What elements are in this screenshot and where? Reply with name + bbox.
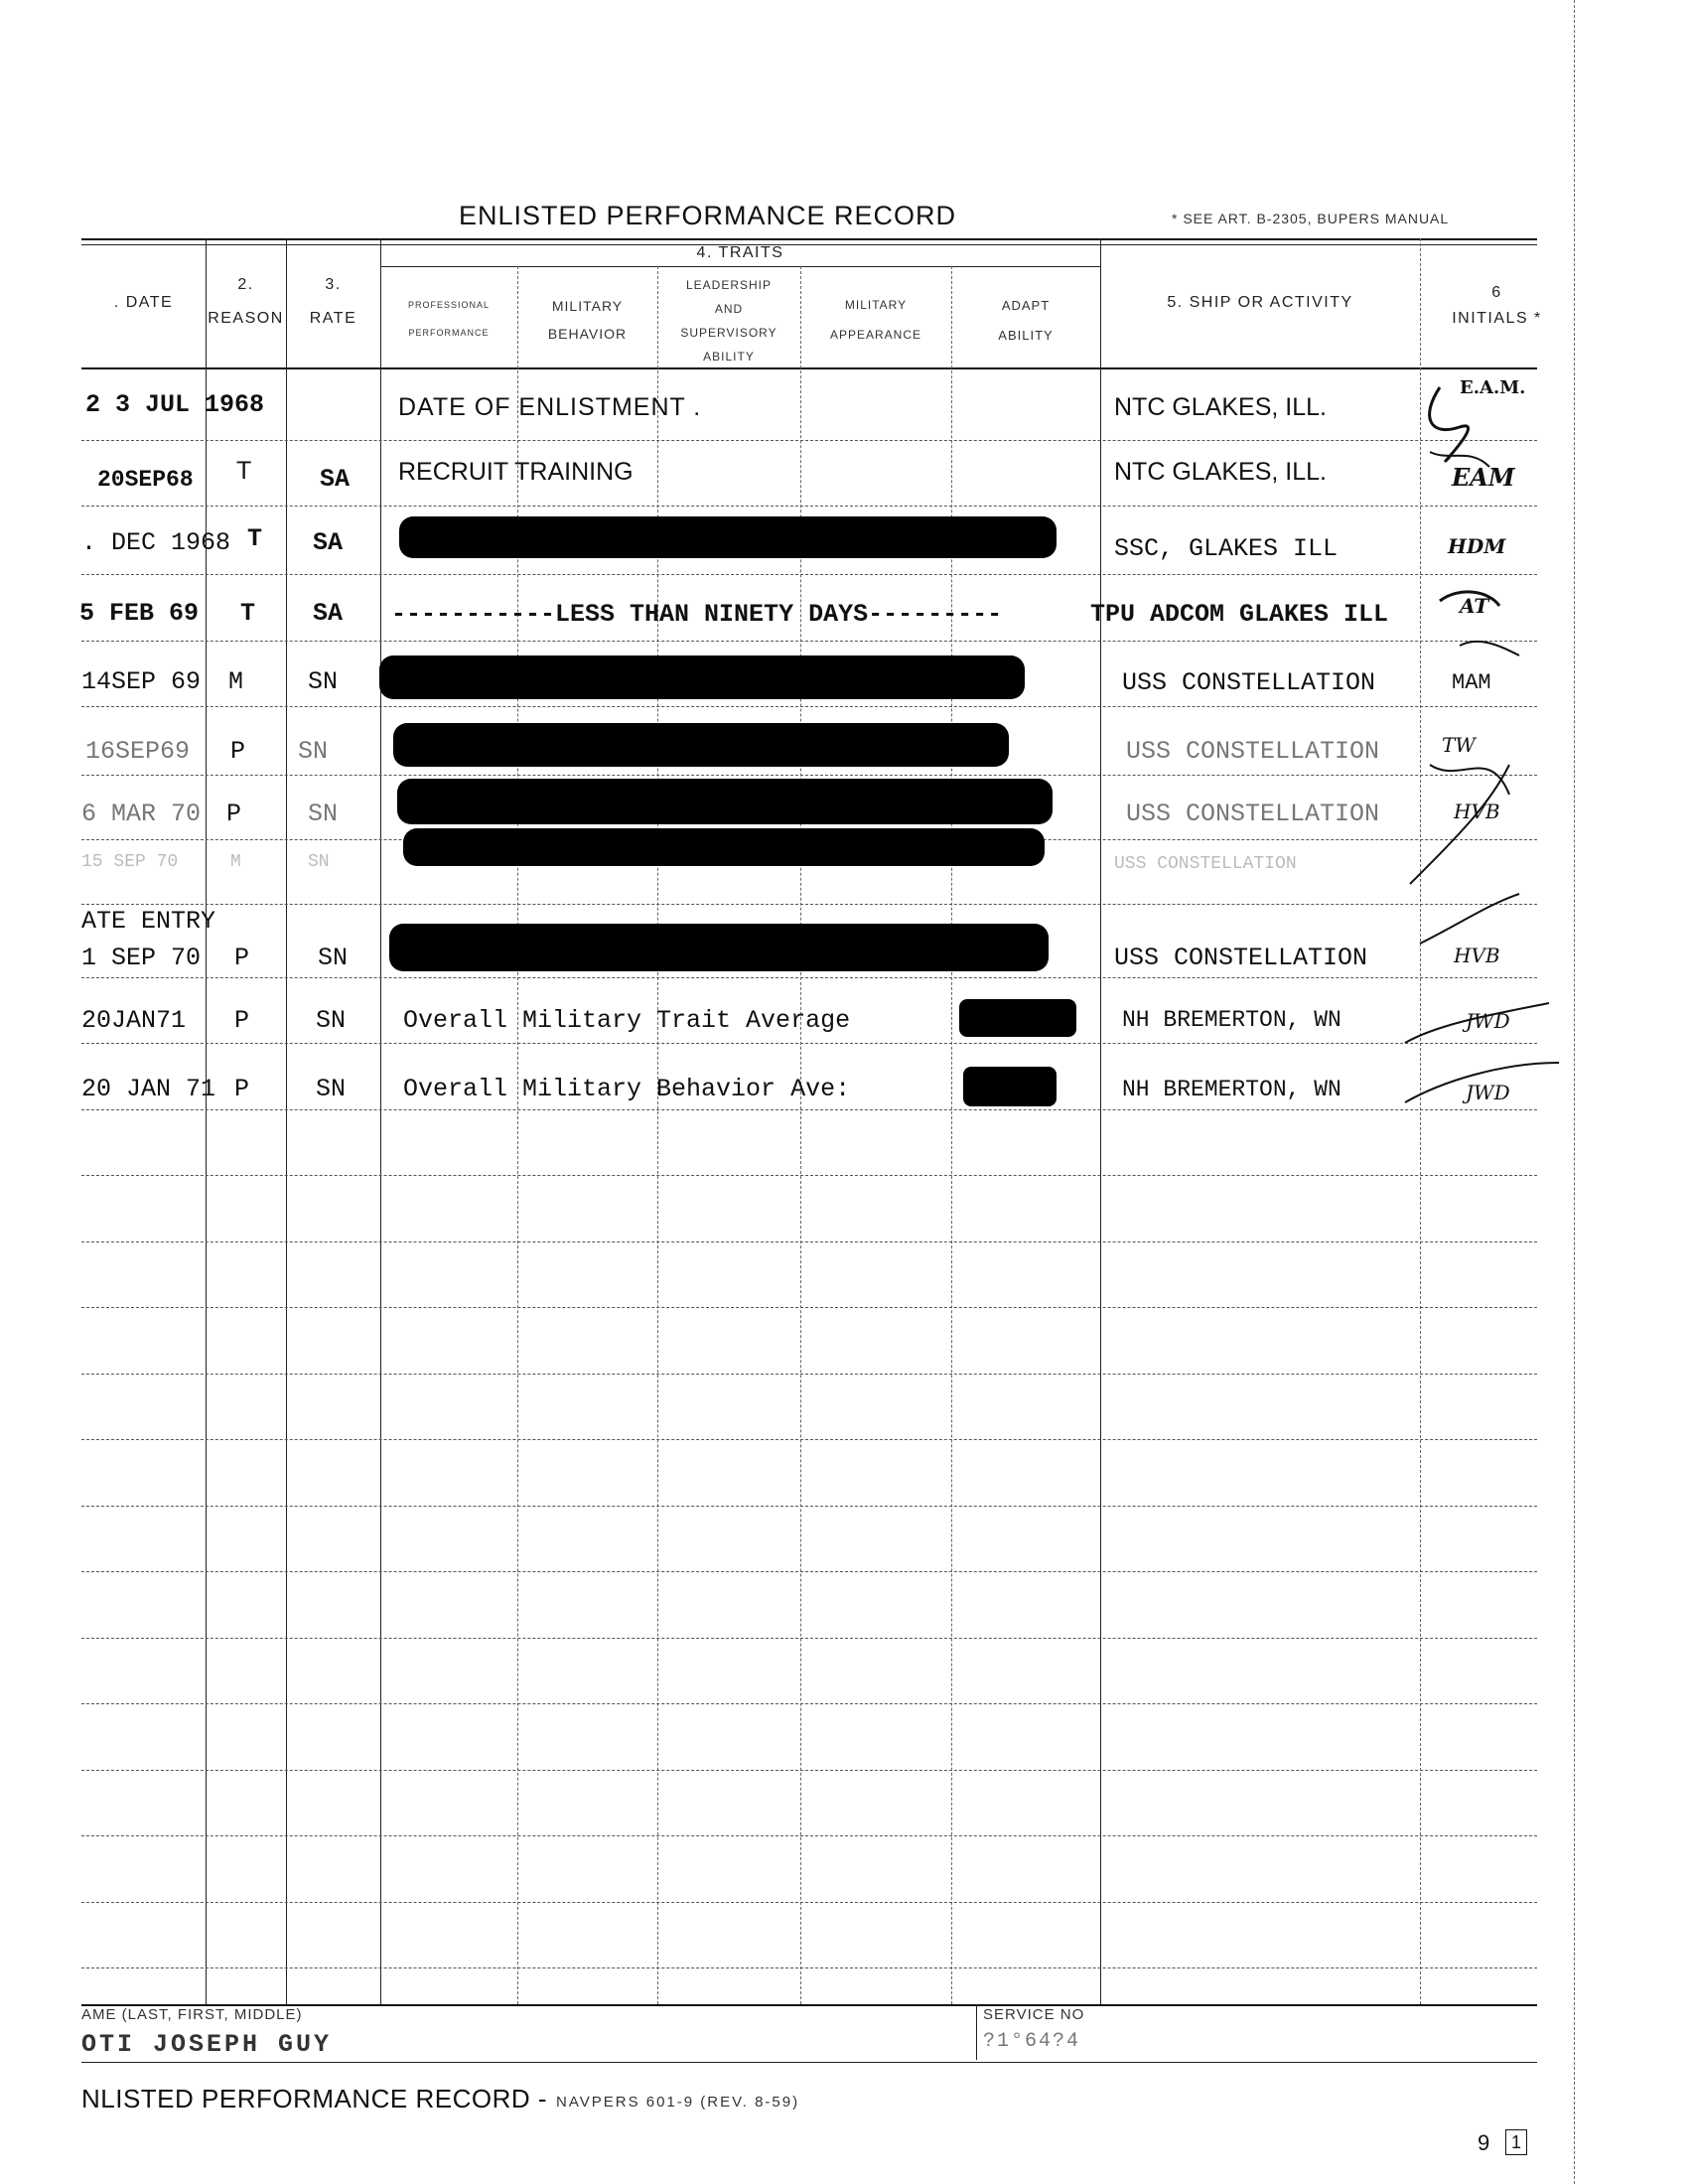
row-3-initials: HDM [1448, 534, 1506, 558]
row-9-reason: P [234, 944, 250, 972]
header-bottom-border [81, 367, 1537, 369]
row-9-date: 1 SEP 70 [81, 944, 202, 972]
row-8-date: 15 SEP 70 [81, 852, 179, 872]
header-mil-behavior-line2: BEHAVIOR [547, 326, 628, 342]
col-divider-adaptability [1100, 238, 1101, 2004]
name-value: OTI JOSEPH GUY [81, 2030, 333, 2059]
row-4-reason: T [240, 599, 256, 628]
row-10-initials: JWD [1466, 1009, 1510, 1033]
col-divider-reason [286, 238, 287, 2004]
row-7-date: 6 MAR 70 [81, 800, 202, 828]
row-5-date: 14SEP 69 [81, 667, 202, 696]
header-date: . DATE [113, 294, 174, 311]
header-leadership-line1: LEADERSHIP [685, 278, 773, 292]
row-line [81, 1506, 1537, 1507]
row-line [81, 440, 1537, 441]
row-4-rate: SA [313, 599, 344, 628]
row-7-reason: P [226, 800, 242, 828]
row-line [81, 1571, 1537, 1572]
row-line [81, 1770, 1537, 1771]
row-3-date: . DEC 1968 [81, 528, 231, 557]
row-line [81, 1703, 1537, 1704]
service-no-value: ?1°64?4 [983, 2030, 1081, 2053]
row-line [81, 1109, 1537, 1110]
row-2-ship: NTC GLAKES, ILL. [1114, 458, 1327, 486]
page-number: 9 [1478, 2130, 1490, 2155]
row-1-traits: DATE OF ENLISTMENT . [398, 393, 702, 421]
row-6-initials: TW [1442, 733, 1476, 757]
bupers-reference: * SEE ART. B-2305, BUPERS MANUAL [1172, 211, 1450, 226]
row-9-initials: HVB [1454, 944, 1500, 967]
header-professional-line1: PROFESSIONAL [407, 300, 491, 310]
header-adapt-line2: ABILITY [998, 328, 1054, 343]
row-9-rate: SN [318, 944, 349, 972]
form-title: ENLISTED PERFORMANCE RECORD [459, 201, 957, 230]
header-professional-line2: PERFORMANCE [408, 328, 490, 338]
redaction-bar [389, 924, 1049, 971]
row-11-ship: NH BREMERTON, WN [1122, 1077, 1341, 1102]
row-4-date: 5 FEB 69 [79, 599, 200, 628]
row-line [81, 1307, 1537, 1308]
row-line [81, 1175, 1537, 1176]
name-label: AME (LAST, FIRST, MIDDLE) [81, 2006, 303, 2023]
row-10-traits: Overall Military Trait Average [403, 1006, 851, 1035]
row-4-ship: TPU ADCOM GLAKES ILL [1090, 600, 1389, 629]
row-4-initials: AT [1460, 594, 1489, 618]
row-11-date: 20 JAN 71 [81, 1075, 216, 1103]
header-appearance-line2: APPEARANCE [829, 328, 922, 342]
redaction-bar [397, 779, 1053, 824]
row-3-rate: SA [313, 528, 344, 557]
row-11-reason: P [234, 1075, 250, 1103]
row-line [81, 1967, 1537, 1968]
row-10-rate: SN [316, 1006, 347, 1035]
header-leadership-line3: SUPERVISORY [680, 326, 777, 340]
header-traits: 4. TRAITS [696, 244, 784, 261]
redaction-bar [393, 723, 1009, 767]
row-line [81, 977, 1537, 978]
header-mil-behavior-line1: MILITARY [551, 298, 624, 314]
row-2-date: 20SEP68 [97, 467, 194, 493]
redaction-bar [379, 655, 1025, 699]
row-line [81, 706, 1537, 707]
row-line [81, 1638, 1537, 1639]
form-id: NAVPERS 601-9 (REV. 8-59) [556, 2094, 800, 2111]
row-line [81, 1439, 1537, 1440]
row-9-date-line1: ATE ENTRY [81, 907, 216, 936]
header-reason: REASON [208, 310, 284, 327]
row-8-ship: USS CONSTELLATION [1114, 854, 1297, 874]
row-11-rate: SN [316, 1075, 347, 1103]
header-reason-number: 2. [237, 276, 254, 293]
row-line [81, 641, 1537, 642]
row-10-date: 20JAN71 [81, 1006, 187, 1035]
row-3-reason: T [247, 524, 263, 553]
col-divider-date [206, 238, 207, 2004]
footer-divider [976, 2004, 977, 2060]
header-rate: RATE [309, 310, 357, 327]
row-6-date: 16SEP69 [85, 737, 191, 766]
row-7-initials: HVB [1454, 800, 1500, 823]
table-top-border [81, 238, 1537, 240]
row-8-rate: SN [308, 852, 330, 872]
redaction-bar [399, 516, 1057, 558]
row-line [81, 1835, 1537, 1836]
redaction-bar [959, 999, 1076, 1037]
row-line [81, 1374, 1537, 1375]
redaction-bar [403, 828, 1045, 866]
col-divider-rate [380, 238, 381, 2004]
row-5-initials: MAM [1452, 670, 1491, 695]
row-9-ship: USS CONSTELLATION [1114, 944, 1368, 972]
page-box: 1 [1505, 2129, 1527, 2155]
header-ship: 5. SHIP OR ACTIVITY [1167, 294, 1353, 311]
header-leadership-line2: AND [714, 302, 744, 316]
traits-subheader-line [380, 266, 1100, 267]
header-appearance-line1: MILITARY [844, 298, 908, 312]
row-8-reason: M [230, 852, 241, 872]
row-line [81, 1043, 1537, 1044]
row-7-ship: USS CONSTELLATION [1126, 800, 1380, 828]
row-11-traits: Overall Military Behavior Ave: [403, 1075, 851, 1103]
row-5-reason: M [228, 667, 244, 696]
row-line [81, 506, 1537, 507]
header-initials: INITIALS * [1452, 310, 1542, 327]
row-11-initials: JWD [1466, 1081, 1510, 1104]
signature-scribbles [1400, 367, 1569, 1122]
row-2-reason: T [236, 457, 252, 485]
row-line [81, 574, 1537, 575]
page-right-edge [1574, 0, 1575, 2184]
row-line [81, 1902, 1537, 1903]
row-2-traits: RECRUIT TRAINING [398, 458, 634, 486]
row-line [81, 775, 1537, 776]
footer-line [81, 2062, 1537, 2063]
header-leadership-line4: ABILITY [703, 350, 755, 364]
row-5-ship: USS CONSTELLATION [1122, 668, 1376, 697]
row-10-ship: NH BREMERTON, WN [1122, 1007, 1341, 1033]
redaction-bar [963, 1067, 1057, 1106]
row-7-rate: SN [308, 800, 339, 828]
row-1-initials: E.A.M. [1460, 377, 1526, 398]
header-rate-number: 3. [325, 276, 342, 293]
row-line [81, 904, 1537, 905]
row-6-rate: SN [298, 737, 329, 766]
row-line [81, 1241, 1537, 1242]
service-no-label: SERVICE NO [983, 2006, 1085, 2023]
row-6-ship: USS CONSTELLATION [1126, 737, 1380, 766]
header-initials-number: 6 [1491, 284, 1502, 301]
row-10-reason: P [234, 1006, 250, 1035]
form-name: NLISTED PERFORMANCE RECORD - [81, 2084, 548, 2113]
row-1-ship: NTC GLAKES, ILL. [1114, 393, 1327, 421]
row-2-initials: EAM [1452, 463, 1515, 492]
header-adapt-line1: ADAPT [1001, 298, 1051, 313]
row-2-rate: SA [320, 465, 351, 494]
row-3-ship: SSC, GLAKES ILL [1114, 534, 1339, 563]
row-5-rate: SN [308, 667, 339, 696]
row-1-date: 2 3 JUL 1968 [85, 390, 265, 419]
row-6-reason: P [230, 737, 246, 766]
row-4-traits: -----------LESS THAN NINETY DAYS--------- [391, 600, 1003, 629]
